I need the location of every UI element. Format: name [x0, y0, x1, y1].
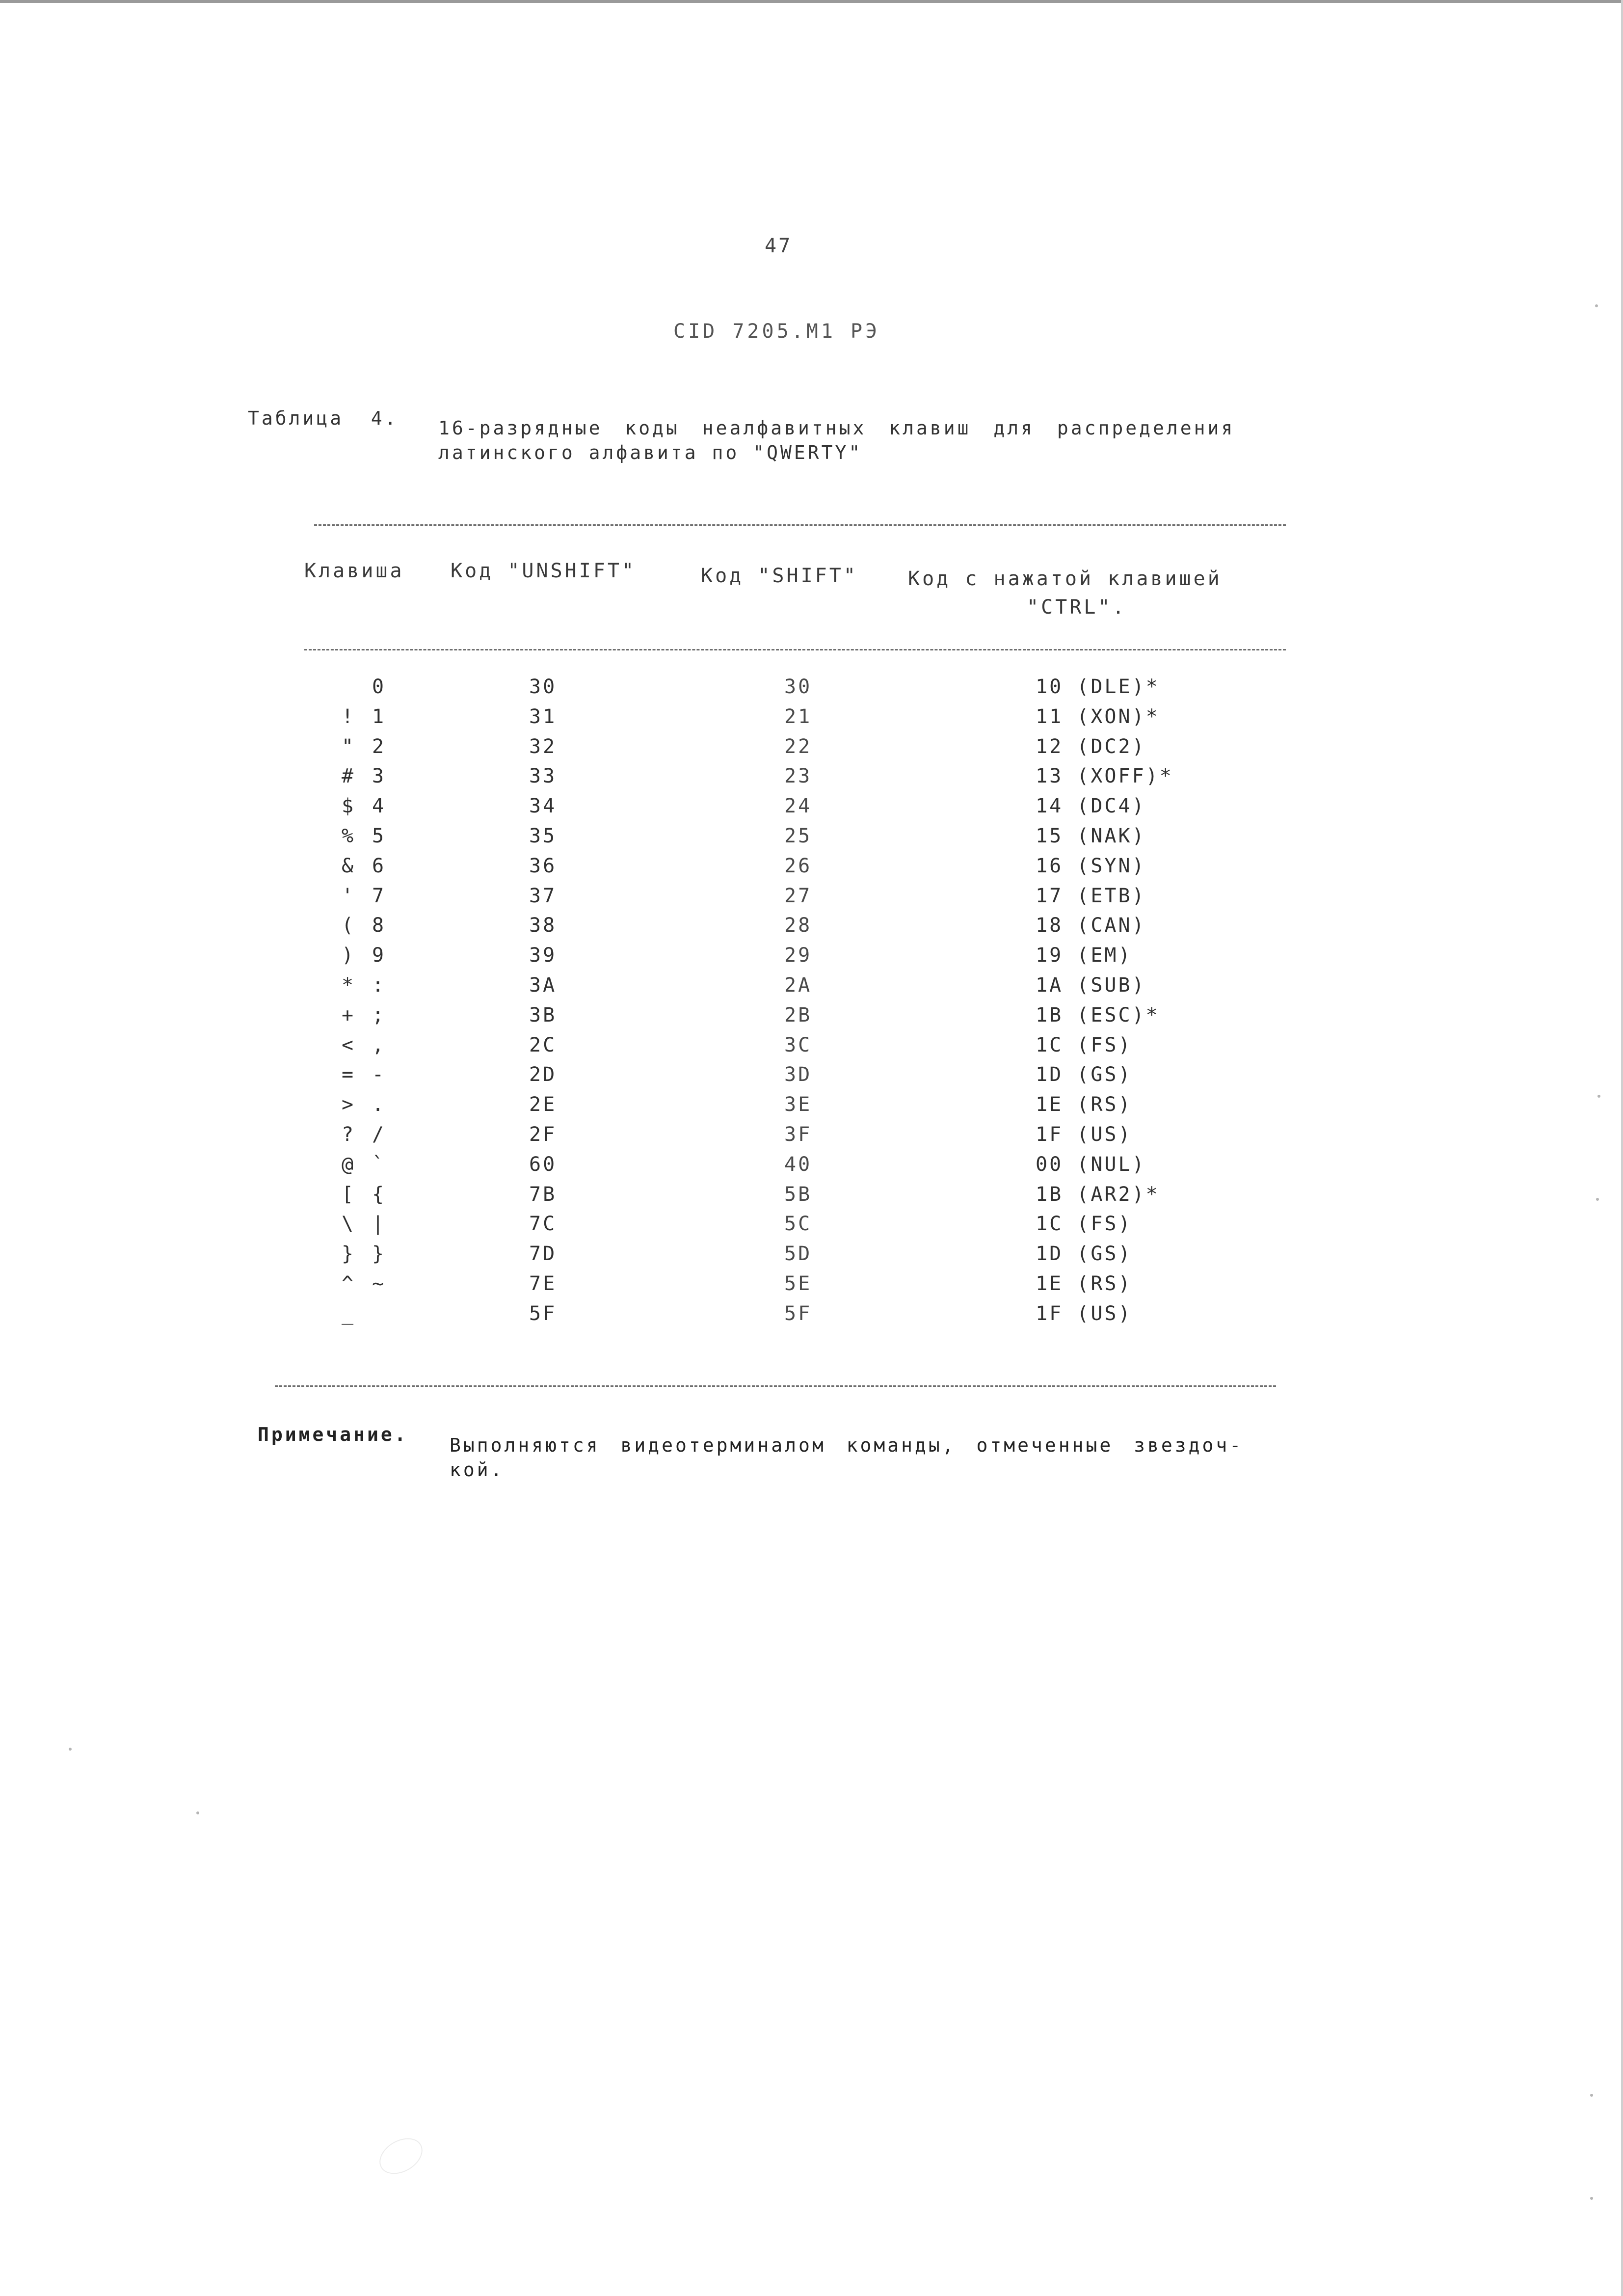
ctrl-code: 1F (US): [1036, 1123, 1132, 1146]
key-symbol: 4: [372, 795, 386, 818]
key-shift-symbol: ?: [341, 1123, 356, 1146]
key-symbol: 1: [372, 705, 386, 728]
table-row: [0, 1183, 1623, 1213]
unshift-code: 2E: [529, 1093, 557, 1116]
key-symbol: }: [372, 1243, 386, 1266]
key-shift-symbol: %: [341, 824, 356, 847]
key-symbol: 5: [372, 824, 386, 847]
table-row: [0, 1004, 1623, 1034]
key-shift-symbol: \: [341, 1213, 356, 1236]
table-row: [0, 1093, 1623, 1123]
ctrl-code: 10 (DLE)*: [1036, 675, 1160, 698]
header-ctrl-code-line2: "CTRL".: [1027, 596, 1127, 619]
shift-code: 26: [784, 854, 812, 877]
shift-code: 3C: [784, 1033, 812, 1056]
key-shift-symbol: ": [341, 735, 356, 758]
shift-code: 5D: [784, 1243, 812, 1266]
key-shift-symbol: #: [341, 765, 356, 788]
key-symbol: ~: [372, 1272, 386, 1295]
ctrl-code: 13 (XOFF)*: [1036, 765, 1173, 788]
shift-code: 30: [784, 675, 812, 698]
ctrl-code: 1B (ESC)*: [1036, 1003, 1160, 1026]
shift-code: 24: [784, 795, 812, 818]
unshift-code: 2C: [529, 1033, 557, 1056]
shift-code: 21: [784, 705, 812, 728]
shift-code: 3F: [784, 1123, 812, 1146]
key-shift-symbol: (: [341, 914, 356, 937]
key-shift-symbol: +: [341, 1003, 356, 1026]
ctrl-code: 1D (GS): [1036, 1243, 1132, 1266]
key-symbol: 0: [372, 675, 386, 698]
ctrl-code: 00 (NUL): [1036, 1153, 1146, 1176]
unshift-code: 60: [529, 1153, 557, 1176]
document-code: CID 7205.M1 РЭ: [673, 320, 880, 343]
key-shift-symbol: _: [341, 1302, 356, 1325]
key-symbol: `: [372, 1153, 386, 1176]
ctrl-code: 1E (RS): [1036, 1272, 1132, 1295]
unshift-code: 7B: [529, 1183, 557, 1206]
ctrl-code: 1E (RS): [1036, 1093, 1132, 1116]
key-shift-symbol: >: [341, 1093, 356, 1116]
table-caption-label: Таблица 4.: [248, 407, 399, 429]
table-caption-title-line1: 16-разрядные коды неалфавитных клавиш для распределения: [438, 417, 1235, 439]
table-row: [0, 675, 1623, 705]
key-symbol: .: [372, 1093, 386, 1116]
table-row: [0, 1123, 1623, 1153]
shift-code: 27: [784, 884, 812, 907]
shift-code: 40: [784, 1153, 812, 1176]
shift-code: 2A: [784, 973, 812, 997]
ctrl-code: 19 (EM): [1036, 944, 1132, 967]
ctrl-code: 17 (ETB): [1036, 884, 1146, 907]
note-text-line1: Выполняются видеотерминалом команды, отмеченные звездоч-: [450, 1434, 1244, 1456]
key-shift-symbol: [: [341, 1183, 356, 1206]
table-row: [0, 1213, 1623, 1243]
table-row: [0, 825, 1623, 855]
shift-code: 28: [784, 914, 812, 937]
shift-code: 25: [784, 824, 812, 847]
key-symbol: ,: [372, 1033, 386, 1056]
table-row: [0, 1063, 1623, 1093]
scan-speck: [69, 1748, 72, 1751]
unshift-code: 33: [529, 765, 557, 788]
table-row: [0, 765, 1623, 795]
header-ctrl-code-line1: Код с нажатой клавишей: [908, 567, 1222, 590]
ctrl-code: 18 (CAN): [1036, 914, 1146, 937]
unshift-code: 3B: [529, 1003, 557, 1026]
table-row: [0, 735, 1623, 765]
header-unshift-code: Код "UNSHIFT": [451, 560, 637, 582]
table-row: [0, 944, 1623, 974]
unshift-code: 30: [529, 675, 557, 698]
table-row: [0, 974, 1623, 1004]
shift-code: 29: [784, 944, 812, 967]
key-shift-symbol: $: [341, 795, 356, 818]
table-row: [0, 1272, 1623, 1302]
table-row: [0, 1153, 1623, 1183]
unshift-code: 7E: [529, 1272, 557, 1295]
table-row: [0, 705, 1623, 735]
key-symbol: :: [372, 973, 386, 997]
key-symbol: 2: [372, 735, 386, 758]
key-shift-symbol: =: [341, 1063, 356, 1086]
ctrl-code: 1A (SUB): [1036, 973, 1146, 997]
shift-code: 5E: [784, 1272, 812, 1295]
key-shift-symbol: &: [341, 854, 356, 877]
shift-code: 3E: [784, 1093, 812, 1116]
key-shift-symbol: <: [341, 1033, 356, 1056]
unshift-code: 36: [529, 854, 557, 877]
table-row: [0, 855, 1623, 885]
table-row: [0, 1302, 1623, 1332]
table-top-rule: [314, 524, 1286, 526]
shift-code: 3D: [784, 1063, 812, 1086]
table-body: [0, 675, 1623, 1332]
ctrl-code: 12 (DC2): [1036, 735, 1146, 758]
header-shift-code: Код "SHIFT": [701, 565, 858, 587]
ctrl-code: 14 (DC4): [1036, 795, 1146, 818]
key-shift-symbol: ^: [341, 1272, 356, 1295]
table-row: [0, 914, 1623, 944]
scan-speck: [1597, 1095, 1600, 1098]
ctrl-code: 1B (AR2)*: [1036, 1183, 1160, 1206]
scan-speck: [1595, 304, 1598, 307]
key-shift-symbol: }: [341, 1243, 356, 1266]
shift-code: 23: [784, 765, 812, 788]
page-number: 47: [765, 235, 793, 257]
unshift-code: 5F: [529, 1302, 557, 1325]
scan-speck: [1590, 2094, 1593, 2097]
key-symbol: /: [372, 1123, 386, 1146]
key-symbol: |: [372, 1213, 386, 1236]
key-symbol: ;: [372, 1003, 386, 1026]
key-symbol: 9: [372, 944, 386, 967]
unshift-code: 39: [529, 944, 557, 967]
key-shift-symbol: @: [341, 1153, 356, 1176]
unshift-code: 35: [529, 824, 557, 847]
key-shift-symbol: ': [341, 884, 356, 907]
key-symbol: 6: [372, 854, 386, 877]
note-label: Примечание.: [258, 1424, 408, 1445]
shift-code: 2B: [784, 1003, 812, 1026]
table-bottom-rule: [275, 1385, 1276, 1387]
table-row: [0, 1034, 1623, 1064]
unshift-code: 2F: [529, 1123, 557, 1146]
ctrl-code: 1C (FS): [1036, 1213, 1132, 1236]
key-shift-symbol: *: [341, 973, 356, 997]
unshift-code: 2D: [529, 1063, 557, 1086]
unshift-code: 7C: [529, 1213, 557, 1236]
ctrl-code: 16 (SYN): [1036, 854, 1146, 877]
shift-code: 22: [784, 735, 812, 758]
key-symbol: -: [372, 1063, 386, 1086]
unshift-code: 31: [529, 705, 557, 728]
table-row: [0, 885, 1623, 915]
ctrl-code: 1F (US): [1036, 1302, 1132, 1325]
ctrl-code: 1D (GS): [1036, 1063, 1132, 1086]
unshift-code: 38: [529, 914, 557, 937]
scan-speck: [1590, 2197, 1593, 2200]
shift-code: 5F: [784, 1302, 812, 1325]
header-key: Клавиша: [304, 560, 404, 582]
shift-code: 5B: [784, 1183, 812, 1206]
key-symbol: 3: [372, 765, 386, 788]
key-symbol: 7: [372, 884, 386, 907]
key-symbol: {: [372, 1183, 386, 1206]
unshift-code: 37: [529, 884, 557, 907]
unshift-code: 34: [529, 795, 557, 818]
scan-speck: [196, 1811, 199, 1814]
key-symbol: 8: [372, 914, 386, 937]
table-caption-title-line2: латинского алфавита по "QWERTY": [438, 442, 863, 463]
table-row: [0, 1243, 1623, 1272]
unshift-code: 32: [529, 735, 557, 758]
key-shift-symbol: ): [341, 944, 356, 967]
note-text-line2: кой.: [450, 1459, 505, 1481]
unshift-code: 7D: [529, 1243, 557, 1266]
unshift-code: 3A: [529, 973, 557, 997]
table-row: [0, 795, 1623, 825]
ctrl-code: 1C (FS): [1036, 1033, 1132, 1056]
shift-code: 5C: [784, 1213, 812, 1236]
key-shift-symbol: !: [341, 705, 356, 728]
faint-pencil-mark: [373, 2131, 428, 2181]
table-header-rule: [304, 649, 1286, 650]
ctrl-code: 15 (NAK): [1036, 824, 1146, 847]
page-top-edge: [0, 0, 1623, 3]
ctrl-code: 11 (XON)*: [1036, 705, 1160, 728]
scan-speck: [1596, 1198, 1599, 1201]
